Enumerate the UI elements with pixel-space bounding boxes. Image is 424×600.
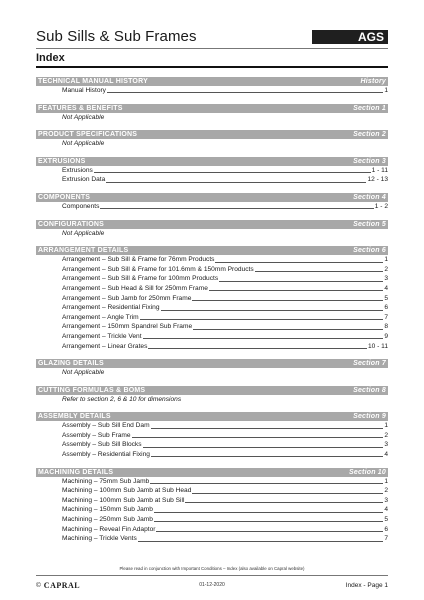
toc-section	[36, 412, 388, 459]
toc-entry[interactable]	[36, 166, 388, 176]
section-reference: Section 6	[353, 247, 386, 255]
entry-label: Arrangement – 150mm Spandrel Sub Frame	[62, 323, 193, 331]
entry-page-number: 10 - 11	[367, 342, 388, 350]
entry-label: Machining – Reveal Fin Adaptor	[62, 525, 156, 533]
leader-line	[154, 521, 383, 522]
toc-entry[interactable]	[36, 175, 388, 185]
entry-page-number: 4	[384, 451, 388, 459]
entry-page-number: 9	[384, 332, 388, 340]
section-title: ASSEMBLY DETAILS	[38, 413, 111, 421]
section-title: GLAZING DETAILS	[38, 360, 104, 368]
section-note: Not Applicable	[62, 369, 105, 377]
section-title: CONFIGURATIONS	[38, 220, 105, 228]
title-divider	[36, 48, 388, 49]
entry-page-number: 1	[384, 256, 388, 264]
entry-label: Arrangement – Sub Jamb for 250mm Frame	[62, 294, 192, 302]
ags-logo: AGS	[312, 30, 388, 44]
entry-label: Arrangement – Trickle Vent	[62, 332, 142, 340]
entry-label: Extrusion Data	[62, 176, 106, 184]
toc-entry[interactable]	[36, 265, 388, 275]
entry-page-number: 6	[384, 304, 388, 312]
toc-entry[interactable]	[36, 322, 388, 332]
entry-page-number: 1 - 2	[374, 202, 388, 210]
toc-section	[36, 130, 388, 149]
leader-line	[215, 262, 383, 263]
leader-line	[150, 483, 383, 484]
entry-label: Manual History	[62, 87, 106, 94]
toc-entry[interactable]	[36, 284, 388, 294]
section-reference: Section 1	[353, 104, 386, 112]
section-reference: Section 9	[353, 413, 386, 421]
entry-page-number: 2	[384, 265, 388, 273]
section-header-bar	[36, 386, 388, 395]
leader-line	[185, 502, 383, 503]
toc-entry[interactable]	[36, 342, 388, 352]
entry-page-number: 1	[384, 477, 388, 485]
section-title: MACHINING DETAILS	[38, 468, 114, 476]
toc-entry[interactable]	[36, 255, 388, 265]
entry-page-number: 4	[384, 284, 388, 292]
toc-entry[interactable]	[36, 421, 388, 431]
section-reference: Section 3	[353, 157, 386, 165]
section-title: ARRANGEMENT DETAILS	[38, 247, 129, 255]
entry-label: Extrusions	[62, 166, 93, 174]
entry-label: Machining – 250mm Sub Jamb	[62, 516, 153, 524]
section-note: Not Applicable	[62, 229, 105, 237]
leader-line	[192, 300, 383, 301]
section-header-bar	[36, 193, 388, 202]
leader-line	[148, 348, 367, 349]
leader-line	[161, 310, 384, 311]
leader-line	[140, 319, 384, 320]
entry-label: Arrangement – Angle Trim	[62, 313, 139, 321]
section-header-bar	[36, 104, 388, 113]
toc-entry[interactable]	[36, 505, 388, 515]
leader-line	[193, 329, 383, 330]
toc-entry[interactable]	[36, 525, 388, 535]
entry-label: Assembly – Sub Sill Blocks	[62, 441, 142, 449]
toc-entry[interactable]	[36, 515, 388, 525]
entry-page-number: 2	[384, 487, 388, 495]
toc-section	[36, 468, 388, 544]
copyright-symbol: ©	[36, 582, 41, 589]
table-of-contents	[36, 77, 388, 552]
leader-line	[138, 541, 384, 542]
section-reference: Section 7	[353, 360, 386, 368]
section-title: FEATURES & BENEFITS	[38, 104, 123, 112]
leader-line	[94, 172, 371, 173]
toc-entry[interactable]	[36, 294, 388, 304]
footer-date: 01-12-2020	[199, 582, 225, 588]
leader-line	[154, 512, 383, 513]
leader-line	[143, 338, 384, 339]
toc-section	[36, 77, 388, 96]
toc-section	[36, 104, 388, 123]
section-note: Not Applicable	[62, 113, 105, 121]
leader-line	[219, 281, 383, 282]
section-header-bar	[36, 220, 388, 229]
entry-label: Assembly – Sub Sill End Dam	[62, 422, 150, 430]
toc-entry[interactable]	[36, 202, 388, 212]
toc-entry[interactable]	[36, 496, 388, 506]
entry-label: Machining – 75mm Sub Jamb	[62, 477, 150, 485]
leader-line	[151, 456, 383, 457]
section-header-bar	[36, 412, 388, 421]
section-reference: Section 4	[353, 193, 386, 201]
entry-label: Assembly – Sub Frame	[62, 431, 131, 439]
section-title: EXTRUSIONS	[38, 157, 86, 165]
section-header-bar	[36, 359, 388, 368]
section-reference: Section 10	[348, 468, 386, 476]
entry-page-number: 3	[384, 441, 388, 449]
leader-line	[107, 92, 383, 93]
entry-label: Machining – 150mm Sub Jamb	[62, 506, 153, 514]
toc-section	[36, 157, 388, 185]
entry-label: Arrangement – Residential Fixing	[62, 304, 160, 312]
entry-page-number: 1	[384, 87, 388, 94]
leader-line	[192, 493, 383, 494]
toc-entry[interactable]	[36, 274, 388, 284]
entry-page-number: 7	[384, 313, 388, 321]
section-header-bar	[36, 77, 388, 86]
toc-entry[interactable]	[36, 431, 388, 441]
entry-page-number: 5	[384, 516, 388, 524]
entry-page-number: 3	[384, 496, 388, 504]
toc-section	[36, 220, 388, 239]
leader-line	[151, 428, 384, 429]
entry-page-number: 2	[384, 431, 388, 439]
section-note: Refer to section 2, 6 & 10 for dimensions	[62, 395, 182, 403]
toc-entry[interactable]	[36, 332, 388, 342]
entry-label: Machining – 100mm Sub Jamb at Sub Head	[62, 487, 192, 495]
toc-entry[interactable]	[36, 486, 388, 496]
toc-section	[36, 359, 388, 378]
section-reference: Section 5	[353, 220, 386, 228]
entry-label: Machining – 100mm Sub Jamb at Sub Sill	[62, 496, 185, 504]
toc-entry[interactable]	[36, 440, 388, 450]
section-header-bar	[36, 130, 388, 139]
capral-logo: CAPRAL	[43, 581, 81, 590]
entry-label: Arrangement – Sub Sill & Frame for 100mm Products	[62, 275, 219, 283]
entry-label: Assembly – Residential Fixing	[62, 451, 150, 459]
leader-line	[156, 531, 383, 532]
section-note: Not Applicable	[62, 140, 105, 148]
entry-page-number: 12 - 13	[367, 176, 388, 184]
footer-divider	[36, 575, 388, 576]
section-reference: History	[360, 78, 386, 85]
leader-line	[106, 182, 366, 183]
entry-page-number: 6	[384, 525, 388, 533]
index-divider	[36, 66, 388, 68]
leader-line	[132, 437, 384, 438]
toc-section	[36, 246, 388, 351]
section-reference: Section 8	[353, 386, 386, 394]
section-title: CUTTING FORMULAS & BOMS	[38, 386, 146, 394]
toc-entry[interactable]	[36, 313, 388, 323]
entry-page-number: 3	[384, 275, 388, 283]
toc-entry[interactable]	[36, 303, 388, 313]
section-header-bar	[36, 246, 388, 255]
toc-entry[interactable]	[36, 450, 388, 460]
entry-label: Components	[62, 202, 100, 210]
entry-page-number: 5	[384, 294, 388, 302]
section-title: COMPONENTS	[38, 193, 91, 201]
document-title: Sub Sills & Sub Frames	[36, 28, 197, 45]
toc-entry[interactable]	[36, 86, 388, 96]
section-header-bar	[36, 468, 388, 477]
leader-line	[255, 271, 384, 272]
section-title: TECHNICAL MANUAL HISTORY	[38, 78, 148, 85]
entry-page-number: 8	[384, 323, 388, 331]
footer-page-number: Index - Page 1	[345, 582, 388, 589]
toc-entry[interactable]	[36, 477, 388, 487]
entry-label: Machining – Trickle Vents	[62, 535, 137, 543]
entry-label: Arrangement – Sub Sill & Frame for 76mm Products	[62, 256, 215, 264]
entry-label: Arrangement – Linear Grates	[62, 342, 148, 350]
index-heading: Index	[36, 52, 65, 64]
entry-label: Arrangement – Sub Head & Sill for 250mm Frame	[62, 284, 208, 292]
section-reference: Section 2	[353, 131, 386, 139]
leader-line	[209, 290, 383, 291]
leader-line	[143, 447, 384, 448]
toc-section	[36, 386, 388, 405]
section-header-bar	[36, 157, 388, 166]
leader-line	[100, 208, 373, 209]
toc-section	[36, 193, 388, 212]
toc-entry[interactable]	[36, 534, 388, 544]
entry-page-number: 7	[384, 535, 388, 543]
footer-note: Please read in conjunction with Important Conditions – Index (also available on Capral website)	[119, 566, 305, 571]
entry-page-number: 1 - 11	[371, 166, 388, 174]
entry-page-number: 4	[384, 506, 388, 514]
entry-page-number: 1	[384, 422, 388, 430]
entry-label: Arrangement – Sub Sill & Frame for 101.6mm & 150mm Products	[62, 265, 254, 273]
section-title: PRODUCT SPECIFICATIONS	[38, 131, 138, 139]
